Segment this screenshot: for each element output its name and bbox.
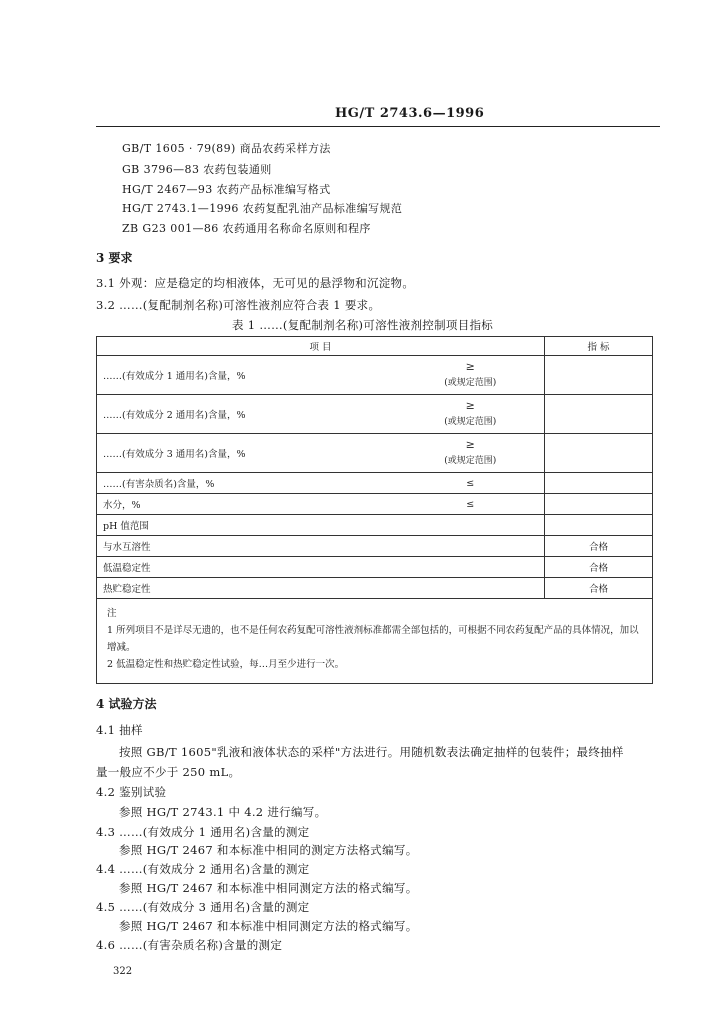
row-symbol bbox=[397, 536, 545, 557]
row-symbol bbox=[397, 557, 545, 578]
clause-4-2-title: 4.2 鉴别试验 bbox=[96, 785, 167, 799]
row-symbol: ≥ (或规定范围) bbox=[397, 356, 545, 395]
reference-item: ZB G23 001—86 农药通用名称命名原则和程序 bbox=[122, 222, 371, 235]
row-symbol bbox=[397, 515, 545, 536]
spec-table bbox=[96, 336, 653, 684]
header-divider bbox=[96, 126, 660, 127]
row-symbol: ≥ (或规定范围) bbox=[397, 395, 545, 434]
table-note-row bbox=[97, 599, 653, 684]
row-item: ……(有害杂质名)含量，% bbox=[97, 473, 397, 494]
row-symbol: ≥ (或规定范围) bbox=[397, 434, 545, 473]
table-row bbox=[97, 395, 653, 434]
row-symbol: ≤ bbox=[397, 494, 545, 515]
clause-4-1-body: 按照 GB/T 1605"乳液和液体状态的采样"方法进行。用随机数表法确定抽样的包装件；最终抽样 bbox=[119, 745, 624, 759]
clause-4-6-title: 4.6 ……(有害杂质名称)含量的测定 bbox=[96, 938, 283, 952]
clause-4-3-body: 参照 HG/T 2467 和本标准中相同的测定方法格式编写。 bbox=[119, 843, 418, 857]
row-item: 热贮稳定性 bbox=[97, 578, 397, 599]
row-value: 合格 bbox=[545, 557, 653, 578]
row-value bbox=[545, 434, 653, 473]
column-header-index: 指 标 bbox=[545, 337, 653, 356]
table-caption: 表 1 ……(复配制剂名称)可溶性液剂控制项目指标 bbox=[232, 318, 494, 332]
table-row bbox=[97, 578, 653, 599]
reference-item: HG/T 2743.1—1996 农药复配乳油产品标准编写规范 bbox=[122, 202, 403, 215]
clause-4-5-body: 参照 HG/T 2467 和本标准中相同测定方法的格式编写。 bbox=[119, 919, 418, 933]
row-symbol bbox=[397, 578, 545, 599]
row-item: ……(有效成分 2 通用名)含量，% bbox=[97, 395, 397, 434]
standard-code: HG/T 2743.6—1996 bbox=[335, 106, 485, 121]
row-item: 水分，% bbox=[97, 494, 397, 515]
clause-4-5-title: 4.5 ……(有效成分 3 通用名)含量的测定 bbox=[96, 900, 310, 914]
clause-3-1: 3.1 外观：应是稳定的均相液体，无可见的悬浮物和沉淀物。 bbox=[96, 276, 415, 290]
table-header-row bbox=[97, 337, 653, 356]
row-item: pH 值范围 bbox=[97, 515, 397, 536]
row-value bbox=[545, 395, 653, 434]
row-item: ……(有效成分 1 通用名)含量，% bbox=[97, 356, 397, 395]
clause-4-3-title: 4.3 ……(有效成分 1 通用名)含量的测定 bbox=[96, 825, 310, 839]
clause-4-1-body-cont: 量一般应不少于 250 mL。 bbox=[96, 765, 241, 779]
row-value bbox=[545, 473, 653, 494]
clause-3-2: 3.2 ……(复配制剂名称)可溶性液剂应符合表 1 要求。 bbox=[96, 298, 381, 312]
row-value bbox=[545, 356, 653, 395]
table-notes bbox=[97, 599, 653, 684]
note-title: 注 bbox=[107, 608, 117, 619]
clause-4-1-title: 4.1 抽样 bbox=[96, 723, 143, 737]
reference-item: HG/T 2467—93 农药产品标准编写格式 bbox=[122, 183, 331, 196]
section-3-heading: 3 要求 bbox=[96, 251, 133, 265]
reference-item: GB 3796—83 农药包装通则 bbox=[122, 163, 272, 176]
clause-4-4-body: 参照 HG/T 2467 和本标准中相同测定方法的格式编写。 bbox=[119, 881, 418, 895]
row-value bbox=[545, 494, 653, 515]
row-value: 合格 bbox=[545, 536, 653, 557]
row-value bbox=[545, 515, 653, 536]
table-row bbox=[97, 536, 653, 557]
table-row bbox=[97, 473, 653, 494]
column-header-item: 项 目 bbox=[97, 337, 545, 356]
row-item: 低温稳定性 bbox=[97, 557, 397, 578]
table-row bbox=[97, 494, 653, 515]
note-1: 1 所列项目不是详尽无遗的，也不是任何农药复配可溶性液剂标准都需全部包括的，可根据不同农药复配产品的具体情况，加以增减。 bbox=[107, 625, 639, 653]
section-4-heading: 4 试验方法 bbox=[96, 697, 157, 711]
table-row bbox=[97, 515, 653, 536]
row-symbol: ≤ bbox=[397, 473, 545, 494]
table-row bbox=[97, 434, 653, 473]
reference-item: GB/T 1605 · 79(89) 商品农药采样方法 bbox=[122, 142, 331, 155]
table-row bbox=[97, 557, 653, 578]
row-item: 与水互溶性 bbox=[97, 536, 397, 557]
row-value: 合格 bbox=[545, 578, 653, 599]
table-row bbox=[97, 356, 653, 395]
clause-4-2-body: 参照 HG/T 2743.1 中 4.2 进行编写。 bbox=[119, 805, 327, 819]
clause-4-4-title: 4.4 ……(有效成分 2 通用名)含量的测定 bbox=[96, 862, 310, 876]
note-2: 2 低温稳定性和热贮稳定性试验，每…月至少进行一次。 bbox=[107, 659, 345, 670]
page-number: 322 bbox=[113, 966, 133, 977]
row-item: ……(有效成分 3 通用名)含量，% bbox=[97, 434, 397, 473]
